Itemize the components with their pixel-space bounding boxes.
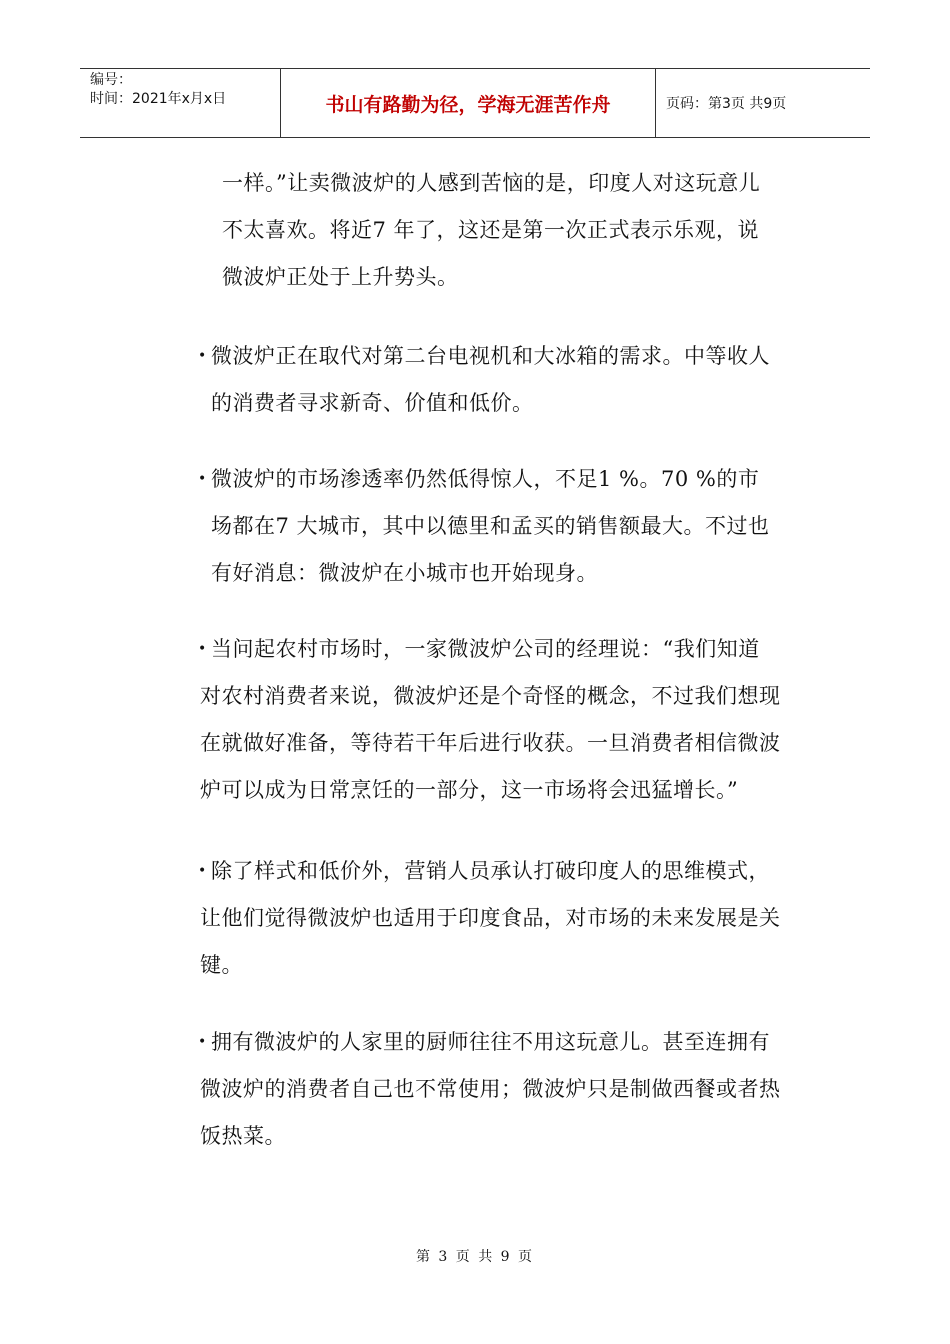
paragraph-line: 的消费者寻求新奇、价值和低价。	[211, 391, 534, 415]
paragraph-line: 在就做好准备，等待若干年后进行收获。一旦消费者相信微波	[200, 731, 781, 755]
paragraph-line: 一样。”让卖微波炉的人感到苦恼的是，印度人对这玩意儿	[222, 171, 761, 195]
paragraph-line: 让他们觉得微波炉也适用于印度食品，对市场的未来发展是关	[200, 906, 781, 930]
paragraph-line: 拥有微波炉的人家里的厨师往往不用这玩意儿。甚至连拥有	[211, 1030, 770, 1054]
continuation-paragraph	[222, 160, 760, 301]
code-label: 编号：	[90, 72, 132, 88]
paragraph-line: 对农村消费者来说，微波炉还是个奇怪的概念，不过我们想现	[200, 684, 781, 708]
paragraph-line: 有好消息：微波炉在小城市也开始现身。	[211, 561, 598, 585]
paragraph-line: 炉可以成为日常烹饪的一部分，这一市场将会迅猛增长。”	[200, 778, 739, 802]
paragraph-line: 键。	[200, 953, 243, 977]
page-footer: 第 3 页 共 9 页	[415, 1249, 535, 1265]
paragraph-line: 场都在7 大城市，其中以德里和孟买的销售额最大。不过也	[211, 514, 770, 538]
paragraph-line: 饭热菜。	[200, 1124, 286, 1148]
paragraph-line: 微波炉正处于上升势头。	[222, 265, 459, 289]
bullet-paragraph	[211, 333, 770, 427]
bullet-paragraph	[200, 1019, 781, 1160]
bullet-icon: •	[198, 348, 207, 364]
bullet-paragraph	[200, 848, 781, 989]
header-motto: 书山有路勤为径，学海无涯苦作舟	[280, 69, 656, 137]
paragraph-line: 微波炉的市场渗透率仍然低得惊人，不足1 %。70 %的市	[211, 467, 760, 491]
document-header	[80, 68, 870, 138]
paragraph-line: 不太喜欢。将近7 年了，这还是第一次正式表示乐观，说	[222, 218, 760, 242]
bullet-paragraph	[211, 456, 770, 597]
paragraph-line: 微波炉正在取代对第二台电视机和大冰箱的需求。中等收人	[211, 344, 770, 368]
bullet-icon: •	[198, 471, 207, 487]
bullet-paragraph	[200, 626, 781, 814]
paragraph-line: 当问起农村市场时，一家微波炉公司的经理说：“我们知道	[211, 637, 760, 661]
paragraph-line: 微波炉的消费者自己也不常使用；微波炉只是制做西餐或者热	[200, 1077, 781, 1101]
header-page-label: 页码：第3页 共9页	[666, 96, 787, 112]
paragraph-line: 除了样式和低价外，营销人员承认打破印度人的思维模式，	[211, 859, 770, 883]
date-label: 时间：2021年x月x日	[90, 91, 227, 107]
header-meta	[80, 69, 280, 137]
bullet-icon: •	[198, 863, 207, 879]
bullet-icon: •	[198, 1034, 207, 1050]
bullet-icon: •	[198, 641, 207, 657]
